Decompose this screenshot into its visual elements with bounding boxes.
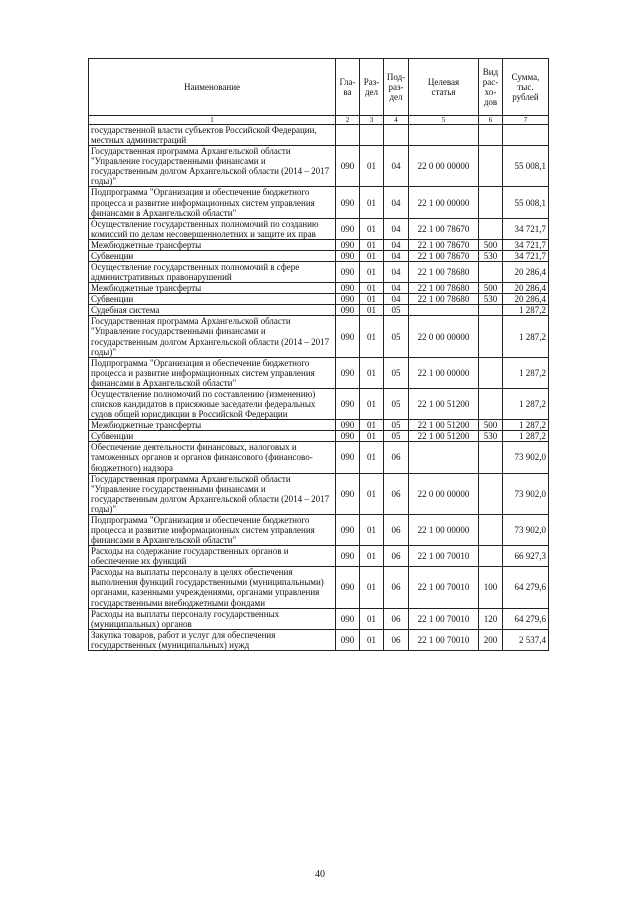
row-glava: 090 xyxy=(336,146,360,187)
row-vid: 500 xyxy=(479,283,503,294)
row-tselevaya: 22 1 00 70010 xyxy=(409,567,479,608)
row-tselevaya: 22 0 00 00000 xyxy=(409,316,479,357)
table-row xyxy=(89,187,549,218)
row-name: Закупка товаров, работ и услуг для обеспечения государственных (муниципальных) нужд xyxy=(89,629,336,650)
table-row xyxy=(89,629,549,650)
row-podrazdel: 04 xyxy=(384,218,409,239)
row-vid: 200 xyxy=(479,629,503,650)
row-summa: 55 008,1 xyxy=(503,146,549,187)
row-name: Расходы на выплаты персоналу в целях обеспечения выполнения функций государственными (муниципальными) органами, казенными учреждениями, органами управления государственными внебюджетными фондами xyxy=(89,567,336,608)
row-podrazdel: 06 xyxy=(384,546,409,567)
row-name: Межбюджетные трансферты xyxy=(89,283,336,294)
row-summa: 20 286,4 xyxy=(503,294,549,305)
row-tselevaya: 22 0 00 00000 xyxy=(409,146,479,187)
row-podrazdel xyxy=(384,125,409,146)
row-glava: 090 xyxy=(336,218,360,239)
header-razdel: Раз- дел xyxy=(360,59,384,116)
table-row xyxy=(89,514,549,545)
header-glava: Гла- ва xyxy=(336,59,360,116)
row-name: государственной власти субъектов Российской Федерации, местных администраций xyxy=(89,125,336,146)
row-podrazdel: 05 xyxy=(384,357,409,388)
row-vid xyxy=(479,316,503,357)
row-name: Межбюджетные трансферты xyxy=(89,420,336,431)
row-summa: 2 537,4 xyxy=(503,629,549,650)
column-number: 7 xyxy=(503,116,549,125)
row-podrazdel: 04 xyxy=(384,187,409,218)
row-glava: 090 xyxy=(336,388,360,419)
row-glava: 090 xyxy=(336,567,360,608)
row-razdel: 01 xyxy=(360,250,384,261)
table-row xyxy=(89,442,549,473)
row-glava: 090 xyxy=(336,473,360,514)
header-vid: Вид рас- хо- дов xyxy=(479,59,503,116)
row-podrazdel: 04 xyxy=(384,294,409,305)
row-name: Осуществление государственных полномочий по созданию комиссий по делам несовершеннолетних и защите их прав xyxy=(89,218,336,239)
row-name: Подпрограмма "Организация и обеспечение бюджетного процесса и развитие информационных систем управления финансами в Архангельской области" xyxy=(89,187,336,218)
row-tselevaya: 22 1 00 78680 xyxy=(409,294,479,305)
budget-table xyxy=(88,58,549,651)
row-vid: 530 xyxy=(479,294,503,305)
row-tselevaya: 22 1 00 78680 xyxy=(409,262,479,283)
column-number-row xyxy=(89,116,549,125)
row-name: Субвенции xyxy=(89,294,336,305)
row-summa: 64 279,6 xyxy=(503,608,549,629)
row-summa: 34 721,7 xyxy=(503,218,549,239)
row-glava: 090 xyxy=(336,262,360,283)
row-razdel: 01 xyxy=(360,546,384,567)
table-body xyxy=(89,125,549,651)
table-row xyxy=(89,125,549,146)
row-razdel: 01 xyxy=(360,239,384,250)
row-summa: 73 902,0 xyxy=(503,473,549,514)
row-razdel: 01 xyxy=(360,608,384,629)
row-vid xyxy=(479,146,503,187)
row-name: Межбюджетные трансферты xyxy=(89,239,336,250)
row-vid: 530 xyxy=(479,250,503,261)
row-name: Судебная система xyxy=(89,305,336,316)
header-summa: Сумма, тыс. рублей xyxy=(503,59,549,116)
row-glava: 090 xyxy=(336,187,360,218)
row-podrazdel: 06 xyxy=(384,567,409,608)
row-tselevaya: 22 1 00 78670 xyxy=(409,250,479,261)
header-row xyxy=(89,59,549,116)
column-number: 6 xyxy=(479,116,503,125)
row-podrazdel: 06 xyxy=(384,629,409,650)
row-glava: 090 xyxy=(336,357,360,388)
column-number: 2 xyxy=(336,116,360,125)
row-name: Государственная программа Архангельской области "Управление государственными финансами и государственным долгом Архангельской области (2014 – 2017 годы)" xyxy=(89,316,336,357)
row-summa: 1 287,2 xyxy=(503,420,549,431)
row-podrazdel: 06 xyxy=(384,514,409,545)
row-razdel xyxy=(360,125,384,146)
column-number: 3 xyxy=(360,116,384,125)
row-razdel: 01 xyxy=(360,218,384,239)
row-razdel: 01 xyxy=(360,473,384,514)
row-vid xyxy=(479,442,503,473)
table-row xyxy=(89,305,549,316)
row-podrazdel: 04 xyxy=(384,262,409,283)
row-razdel: 01 xyxy=(360,187,384,218)
row-vid xyxy=(479,187,503,218)
row-razdel: 01 xyxy=(360,283,384,294)
row-name: Подпрограмма "Организация и обеспечение бюджетного процесса и развитие информационных систем управления финансами в Архангельской области" xyxy=(89,357,336,388)
row-razdel: 01 xyxy=(360,357,384,388)
header-podrazdel: Под- раз- дел xyxy=(384,59,409,116)
row-razdel: 01 xyxy=(360,567,384,608)
row-glava: 090 xyxy=(336,316,360,357)
row-razdel: 01 xyxy=(360,629,384,650)
row-razdel: 01 xyxy=(360,262,384,283)
row-tselevaya: 22 1 00 70010 xyxy=(409,629,479,650)
row-tselevaya: 22 1 00 00000 xyxy=(409,187,479,218)
row-vid xyxy=(479,514,503,545)
row-glava: 090 xyxy=(336,250,360,261)
row-razdel: 01 xyxy=(360,388,384,419)
table-row xyxy=(89,546,549,567)
row-razdel: 01 xyxy=(360,431,384,442)
table-row xyxy=(89,262,549,283)
row-podrazdel: 04 xyxy=(384,146,409,187)
row-glava: 090 xyxy=(336,546,360,567)
row-razdel: 01 xyxy=(360,316,384,357)
row-vid: 500 xyxy=(479,420,503,431)
row-name: Подпрограмма "Организация и обеспечение бюджетного процесса и развитие информационных систем управления финансами в Архангельской области" xyxy=(89,514,336,545)
table-row xyxy=(89,283,549,294)
column-number: 4 xyxy=(384,116,409,125)
row-tselevaya: 22 1 00 00000 xyxy=(409,357,479,388)
row-summa: 20 286,4 xyxy=(503,262,549,283)
table-row xyxy=(89,239,549,250)
row-vid xyxy=(479,357,503,388)
row-vid: 120 xyxy=(479,608,503,629)
row-podrazdel: 04 xyxy=(384,283,409,294)
header-name: Наименование xyxy=(89,59,336,116)
column-number: 5 xyxy=(409,116,479,125)
row-podrazdel: 06 xyxy=(384,608,409,629)
table-row xyxy=(89,431,549,442)
row-summa: 64 279,6 xyxy=(503,567,549,608)
row-glava: 090 xyxy=(336,239,360,250)
row-glava: 090 xyxy=(336,283,360,294)
row-glava: 090 xyxy=(336,305,360,316)
row-name: Расходы на выплаты персоналу государственных (муниципальных) органов xyxy=(89,608,336,629)
row-name: Расходы на содержание государственных органов и обеспечение их функций xyxy=(89,546,336,567)
table-row xyxy=(89,146,549,187)
row-tselevaya: 22 1 00 78670 xyxy=(409,239,479,250)
row-name: Государственная программа Архангельской области "Управление государственными финансами и государственным долгом Архангельской области (2014 – 2017 годы)" xyxy=(89,473,336,514)
table-row xyxy=(89,294,549,305)
row-razdel: 01 xyxy=(360,294,384,305)
row-glava xyxy=(336,125,360,146)
row-vid: 530 xyxy=(479,431,503,442)
row-glava: 090 xyxy=(336,608,360,629)
row-summa: 34 721,7 xyxy=(503,239,549,250)
row-vid: 100 xyxy=(479,567,503,608)
row-summa: 20 286,4 xyxy=(503,283,549,294)
row-summa: 34 721,7 xyxy=(503,250,549,261)
row-summa: 66 927,3 xyxy=(503,546,549,567)
row-tselevaya: 22 1 00 78670 xyxy=(409,218,479,239)
row-summa: 1 287,2 xyxy=(503,431,549,442)
row-glava: 090 xyxy=(336,420,360,431)
row-podrazdel: 04 xyxy=(384,239,409,250)
header-tselevaya: Целевая статья xyxy=(409,59,479,116)
table-row xyxy=(89,357,549,388)
table-row xyxy=(89,316,549,357)
table-row xyxy=(89,388,549,419)
row-glava: 090 xyxy=(336,431,360,442)
row-glava: 090 xyxy=(336,294,360,305)
row-tselevaya xyxy=(409,125,479,146)
row-vid xyxy=(479,473,503,514)
row-razdel: 01 xyxy=(360,305,384,316)
row-name: Осуществление полномочий по составлению (изменению) списков кандидатов в присяжные заседатели федеральных судов общей юрисдикции в Российской Федерации xyxy=(89,388,336,419)
row-name: Государственная программа Архангельской области "Управление государственными финансами и государственным долгом Архангельской области (2014 – 2017 годы)" xyxy=(89,146,336,187)
row-podrazdel: 05 xyxy=(384,305,409,316)
row-tselevaya: 22 1 00 51200 xyxy=(409,388,479,419)
row-name: Обеспечение деятельности финансовых, налоговых и таможенных органов и органов финансового (финансово-бюджетного) надзора xyxy=(89,442,336,473)
row-vid xyxy=(479,125,503,146)
table-row xyxy=(89,567,549,608)
row-tselevaya: 22 1 00 70010 xyxy=(409,608,479,629)
row-summa: 1 287,2 xyxy=(503,388,549,419)
row-vid xyxy=(479,218,503,239)
row-summa: 1 287,2 xyxy=(503,357,549,388)
row-summa xyxy=(503,125,549,146)
row-podrazdel: 05 xyxy=(384,431,409,442)
table-row xyxy=(89,218,549,239)
row-summa: 1 287,2 xyxy=(503,305,549,316)
row-glava: 090 xyxy=(336,629,360,650)
row-podrazdel: 04 xyxy=(384,250,409,261)
row-summa: 1 287,2 xyxy=(503,316,549,357)
table-row xyxy=(89,473,549,514)
row-razdel: 01 xyxy=(360,146,384,187)
row-name: Субвенции xyxy=(89,250,336,261)
table-row xyxy=(89,250,549,261)
row-tselevaya: 22 1 00 70010 xyxy=(409,546,479,567)
row-tselevaya: 22 1 00 78680 xyxy=(409,283,479,294)
row-summa: 55 008,1 xyxy=(503,187,549,218)
row-razdel: 01 xyxy=(360,514,384,545)
row-vid: 500 xyxy=(479,239,503,250)
row-vid xyxy=(479,546,503,567)
page-number: 40 xyxy=(315,869,325,880)
row-tselevaya: 22 1 00 51200 xyxy=(409,420,479,431)
column-number: 1 xyxy=(89,116,336,125)
row-podrazdel: 05 xyxy=(384,388,409,419)
row-tselevaya: 22 1 00 00000 xyxy=(409,514,479,545)
row-name: Субвенции xyxy=(89,431,336,442)
row-vid xyxy=(479,305,503,316)
table-row xyxy=(89,608,549,629)
row-tselevaya xyxy=(409,305,479,316)
row-tselevaya: 22 1 00 51200 xyxy=(409,431,479,442)
row-razdel: 01 xyxy=(360,442,384,473)
row-vid xyxy=(479,388,503,419)
row-razdel: 01 xyxy=(360,420,384,431)
row-summa: 73 902,0 xyxy=(503,442,549,473)
row-podrazdel: 05 xyxy=(384,420,409,431)
row-podrazdel: 06 xyxy=(384,473,409,514)
row-tselevaya: 22 0 00 00000 xyxy=(409,473,479,514)
row-tselevaya xyxy=(409,442,479,473)
row-vid xyxy=(479,262,503,283)
table-row xyxy=(89,420,549,431)
row-glava: 090 xyxy=(336,514,360,545)
row-podrazdel: 05 xyxy=(384,316,409,357)
row-podrazdel: 06 xyxy=(384,442,409,473)
row-glava: 090 xyxy=(336,442,360,473)
row-summa: 73 902,0 xyxy=(503,514,549,545)
row-name: Осуществление государственных полномочий в сфере административных правонарушений xyxy=(89,262,336,283)
